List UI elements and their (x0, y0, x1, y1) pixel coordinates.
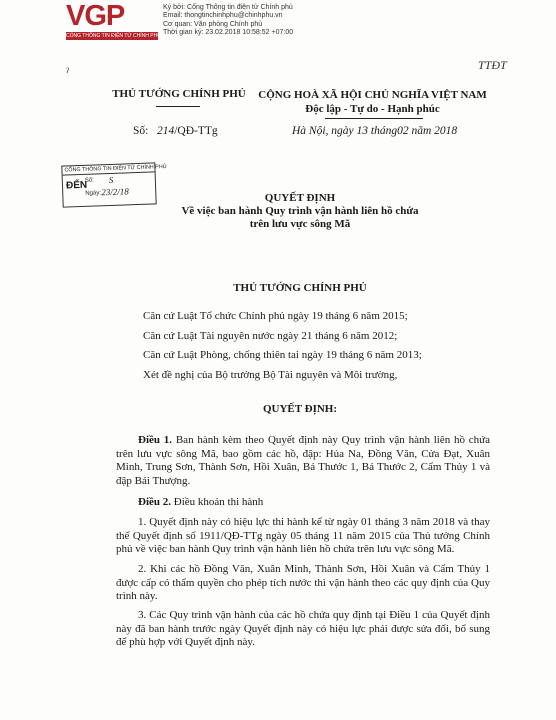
number-suffix: /QĐ-TTg (174, 125, 218, 137)
received-stamp (61, 162, 167, 207)
stamp-so-value: S (108, 174, 114, 185)
basis-line: Căn cứ Luật Tổ chức Chính phủ ngày 19 tháng 6 năm 2015; (143, 310, 408, 322)
decision-subtitle-line2: trên lưu vực sông Mã (249, 218, 351, 230)
article-2-heading (116, 496, 490, 510)
article-2-clause-3: 3. Các Quy trình vận hành của các hồ chứa quy định tại Điều 1 của Quyết định này đã ban hành trước ngày Quyết định này có hiệu lực phải được sửa đổi, bổ sung để phù hợp với Quyết định này. (116, 609, 490, 649)
signature-time: Thời gian ký: 23.02.2018 10:58:52 +07:00 (163, 29, 294, 37)
date-mid: tháng (370, 125, 398, 137)
stamp-so-label: Số: (84, 177, 94, 184)
number-prefix: Số: (133, 125, 149, 137)
basis-line: Căn cứ Luật Phòng, chống thiên tai ngày 19 tháng 6 năm 2013; (143, 349, 422, 361)
motto-underline (325, 118, 423, 119)
decision-subtitle-line1: Về việc ban hành Quy trình vận hành liên hồ chứa (181, 205, 419, 217)
national-title: CỘNG HOÀ XÃ HỘI CHỦ NGHĨA VIỆT NAM (258, 89, 487, 101)
decision-title: QUYẾT ĐỊNH (264, 192, 336, 204)
basis-line: Căn cứ Luật Tài nguyên nước ngày 21 tháng 6 năm 2012; (143, 329, 398, 342)
stamp-den-label: ĐẾN (65, 179, 88, 192)
vgp-logo-text: VGP (66, 0, 125, 32)
stamp-ngay-value: 23/2/18 (101, 186, 129, 198)
vgp-logo-subtext: CỔNG THÔNG TIN ĐIỆN TỬ CHÍNH PHỦ (66, 33, 161, 39)
stamp-agency: CỔNG THÔNG TIN ĐIỆN TỬ CHÍNH PHỦ (62, 163, 154, 175)
basis-line: Xét đề nghị của Bộ trưởng Bộ Tài nguyên và Môi trường, (143, 368, 398, 381)
digital-signature-info (163, 4, 293, 38)
article-1 (116, 434, 490, 488)
article-1-text: Ban hành kèm theo Quyết định này Quy trình vận hành liên hồ chứa trên lưu vực sông Mã, bao gồm các hồ, đập: Hủa Na, Đồng Văn, Cửa Đạt, Xuân Minh, Trung Sơn, Thành Sơn, Hồi Xuân, Bá Thước 1, Bá Thước 2, Cẩm Thủy 1 và đập Bái Thượng. (116, 434, 491, 487)
article-1-label: Điều 1. (138, 434, 173, 446)
national-motto: Độc lập - Tự do - Hạnh phúc (305, 103, 440, 115)
place-date (292, 125, 457, 137)
date-day: 13 (356, 125, 369, 137)
signature-agency: Cơ quan: Văn phòng Chính phủ (163, 20, 263, 28)
signature-signer: Ký bởi: Cổng Thông tin điện tử Chính phủ (163, 4, 293, 11)
decides-heading: QUYẾT ĐỊNH: (262, 403, 338, 415)
number-handwritten: 214 (156, 125, 175, 137)
stamp-ngay-label: Ngày: (85, 190, 102, 197)
document-number (133, 125, 218, 137)
article-2-clause-1: 1. Quyết định này có hiệu lực thi hành kể từ ngày 01 tháng 3 năm 2018 và thay thế Quyết định số 1911/QĐ-TTg ngày 05 tháng 11 năm 2015 của Thủ tướng Chính phủ về việc ban hành Quy trình vận hành liên hồ chứa trên lưu vực sông Mã. (116, 516, 490, 556)
tick-mark: ˀ (66, 65, 69, 79)
issuer-underline (156, 106, 200, 107)
national-header (250, 88, 495, 116)
article-2-title: Điều khoản thi hành (173, 496, 264, 508)
date-month: 02 (397, 125, 409, 137)
decision-heading (150, 192, 450, 231)
authority-heading: THỦ TƯỚNG CHÍNH PHỦ (233, 282, 367, 294)
issuer-name: THỦ TƯỚNG CHÍNH PHỦ (112, 88, 246, 100)
legal-basis (143, 307, 463, 385)
handwritten-mark: TTĐT (478, 58, 507, 72)
article-2-label: Điều 2. (138, 496, 171, 508)
signature-email: Email: thongtinchinhphu@chinhphu.vn (163, 12, 283, 20)
article-2-clause-2: 2. Khi các hồ Đồng Văn, Xuân Minh, Thành Sơn, Hồi Xuân và Cẩm Thủy 1 được cấp có thẩm quyền cho phép tích nước thì vận hành theo các quy định của Quy trình này. (116, 563, 490, 603)
vgp-logo (66, 0, 161, 40)
date-suffix: năm 2018 (411, 125, 458, 137)
date-prefix: Hà Nội, ngày (292, 125, 354, 137)
